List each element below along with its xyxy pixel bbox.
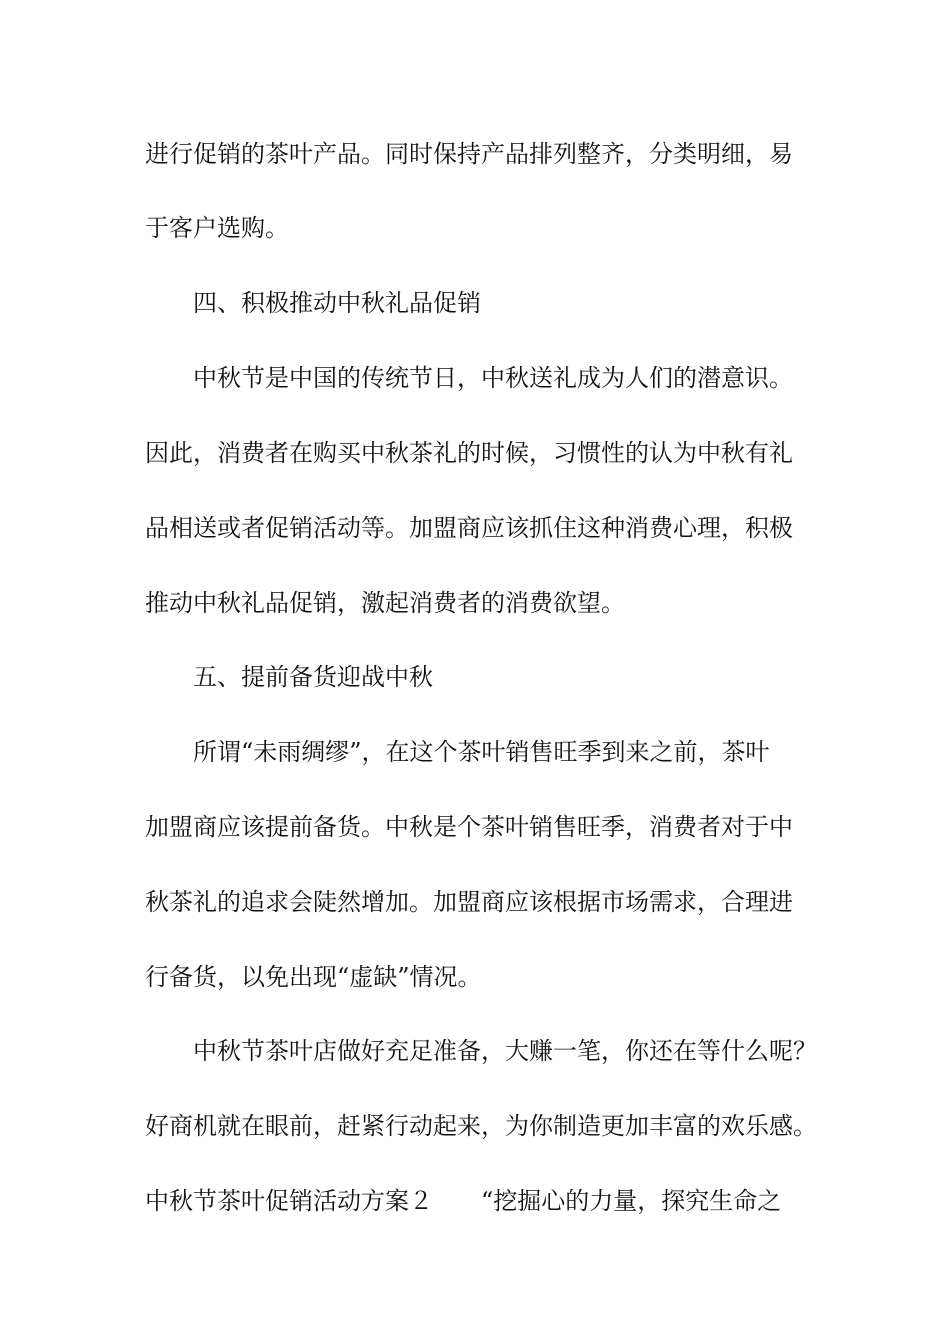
body-text-line: 中秋节茶叶促销活动方案２ “挖掘心的力量，探究生命之	[145, 1187, 782, 1215]
paragraph-first-line: 中秋节茶叶店做好充足准备，大赚一笔，你还在等什么呢？	[193, 1037, 817, 1065]
body-text-line: 好商机就在眼前，赶紧行动起来，为你制造更加丰富的欢乐感。	[145, 1112, 817, 1140]
body-text-line: 于客户选购。	[145, 214, 289, 242]
paragraph-first-line: 所谓“未雨绸缪”，在这个茶叶销售旺季到来之前，茶叶	[193, 738, 770, 766]
body-text-line: 进行促销的茶叶产品。同时保持产品排列整齐，分类明细，易	[145, 140, 793, 168]
body-text-line: 加盟商应该提前备货。中秋是个茶叶销售旺季，消费者对于中	[145, 813, 793, 841]
body-text-line: 推动中秋礼品促销，激起消费者的消费欲望。	[145, 589, 625, 617]
section-heading: 五、提前备货迎战中秋	[193, 663, 433, 691]
section-heading: 四、积极推动中秋礼品促销	[193, 289, 481, 317]
body-text-line: 品相送或者促销活动等。加盟商应该抓住这种消费心理，积极	[145, 514, 793, 542]
body-text-line: 秋茶礼的追求会陡然增加。加盟商应该根据市场需求，合理进	[145, 888, 793, 916]
paragraph-first-line: 中秋节是中国的传统节日，中秋送礼成为人们的潜意识。	[193, 364, 793, 392]
body-text-line: 行备货，以免出现“虚缺”情况。	[145, 963, 482, 991]
body-text-line: 因此，消费者在购买中秋茶礼的时候，习惯性的认为中秋有礼	[145, 439, 793, 467]
